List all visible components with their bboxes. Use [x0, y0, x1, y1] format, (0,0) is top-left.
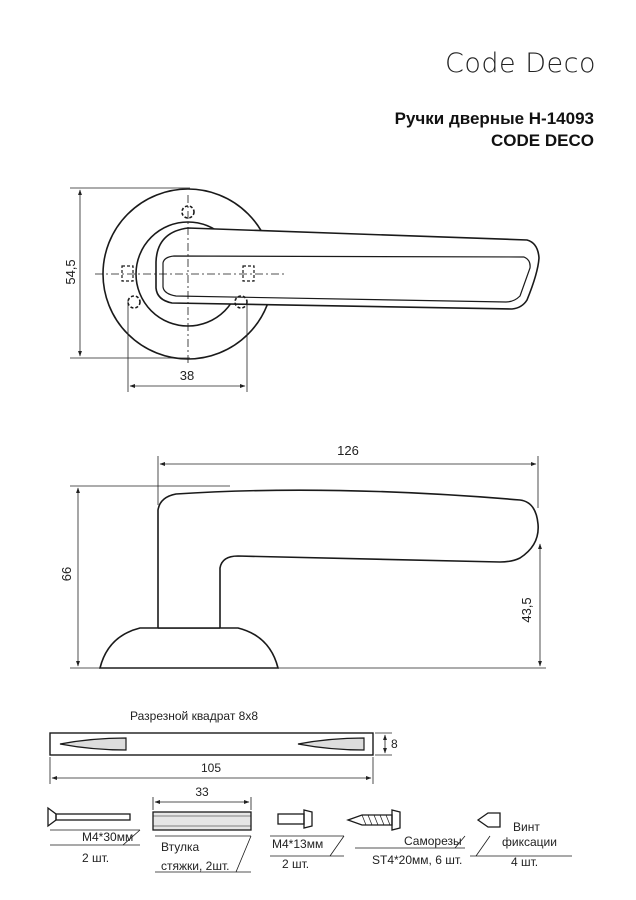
spindle-label: Разрезной квадрат 8х8 — [130, 709, 258, 723]
brand-logo: Code Deco — [445, 48, 596, 79]
spindle-slot-right — [298, 738, 364, 750]
bushing-left — [122, 266, 133, 281]
dim-label-8: 8 — [391, 737, 398, 751]
part-4-qty: ST4*20мм, 6 шт. — [372, 853, 463, 867]
part-5-name: Винт — [513, 820, 540, 834]
dim-label-66: 66 — [59, 566, 74, 582]
dim-label-33: 33 — [195, 785, 209, 799]
part-3-qty: 2 шт. — [282, 857, 310, 871]
rosette-base — [100, 628, 278, 668]
dim-label-126: 126 — [337, 443, 359, 458]
dim-label-105: 105 — [200, 761, 222, 775]
part-1-qty: 2 шт. — [82, 851, 110, 865]
part-5-name-line2: фиксации — [502, 835, 557, 849]
part-2-name: Втулка — [161, 840, 200, 854]
side-view — [100, 490, 538, 668]
screw-hole-left — [128, 296, 140, 308]
lever-side — [158, 490, 538, 628]
front-view — [95, 189, 539, 365]
part-4-name: Саморезы — [404, 834, 462, 848]
part-1-name: М4*30мм — [82, 830, 134, 844]
dim-label-38: 38 — [179, 368, 195, 383]
spindle-slot-left — [60, 738, 126, 750]
product-title-line1: Ручки дверные H-14093 — [394, 109, 594, 128]
part-2-name-line2: стяжки, 2шт. — [161, 859, 230, 873]
spindle-drawing — [50, 733, 373, 755]
part-3-name: М4*13мм — [272, 837, 324, 851]
dim-label-43-5: 43,5 — [519, 597, 534, 623]
part-5-qty: 4 шт. — [511, 855, 539, 869]
product-title-line2: CODE DECO — [491, 131, 594, 150]
dim-label-54-5: 54,5 — [63, 259, 78, 285]
